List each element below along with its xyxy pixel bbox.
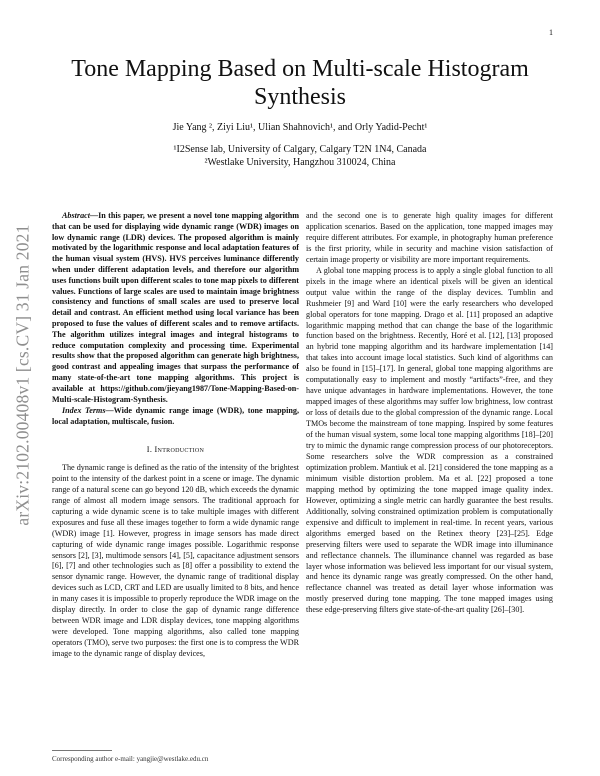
footnote: Corresponding author e-mail: yangjie@westlake.edu.cn — [52, 755, 209, 763]
index-terms-label: Index Terms — [62, 406, 106, 416]
footnote-divider — [52, 750, 112, 751]
page-number: 1 — [549, 28, 553, 37]
affiliation-2: ²Westlake University, Hangzhou 310024, China — [204, 157, 396, 168]
section-title: Introduction — [154, 444, 205, 454]
author-list: Jie Yang ², Ziyi Liu¹, Ulian Shahnovich¹, and Orly Yadid-Pecht¹ — [172, 122, 428, 133]
abstract-text: —In this paper, we present a novel tone mapping algorithm that can be used for displaying wide dynamic range (WDR) images on low dynamic range (LDR) devices. The proposed algorithm is mainly motivated by the logarithmic response and local adaptation features of the human visual system (HVS). HVS perceives luminance differently when under different adaptation levels, and therefore our algorithm uses functions built upon different scales to tone map pixels to different values. Functions of large scales are used to maintain image brightness consistency and functions of small scales are used to preserve local detail and contrast. An efficient method using local variance has been proposed to fuse the values of different scales and to remove artifacts. The algorithm utilizes integral images and integral histograms to reduce computation complexity and processing time. Experimental results show that the proposed algorithm can generate high brightness, good contrast and appealing images that surpass the performance of many state-of-the-art tone mapping algorithms. This project is available at https://github.com/jieyang1987/Tone-Mapping-Based-on-Multi-scale-Histogram-Synthesis. — [52, 211, 299, 404]
paper-title: Tone Mapping Based on Multi-scale Histogram Synthesis — [71, 56, 529, 110]
arxiv-stamp — [6, 210, 40, 540]
intro-paragraph-1: The dynamic range is defined as the ratio of the intensity of the brightest point to the intensity of the darkest point in a scene or image. The dynamic range of a natural scene can go beyond 120 dB, which exceeds the dynamic range of almost all modern image sensors. The traditional approach for capturing a wide dynamic scene is to take multiple images with different exposures and fuse all these images together to form a wide dynamic range (WDR) image [1]. However, progress in image sensors has made direct capturing of wide dynamic range images possible. Logarithmic response sensors [2], [3], multimode sensors [4], [5], capacitance adjustment sensors [6], [7] and other technologies such as [8] offer a possibility to extend the sensor dynamic range. However, the dynamic range of traditional display devices such as LCD, CRT and LED are usually limited to 8 bits, and hence in many cases it is impossible to properly reproduce the WDR image on the display directly. In order to close the gap of dynamic range difference between WDR image and LDR display devices, tone mapping algorithms were developed. Tone mapping algorithms, also called tone mapping operators (TMO), serve two purposes: the first one is to compress the WDR image to the dynamic range of display devices, — [52, 462, 299, 659]
left-column — [52, 211, 299, 660]
right-paragraph-1: and the second one is to generate high quality images for different application scenarios. Based on the application, tone mapped images may require different attributes. For example, in photography human preference is the first priority, while in security and machine vision satisfaction of certain image property or visibility are more important requirements. — [306, 211, 553, 264]
arxiv-stamp-text: arXiv:2102.00408v1 [cs.CV] 31 Jan 2021 — [12, 224, 33, 526]
index-terms — [52, 406, 299, 428]
affiliation-1: ¹I2Sense lab, University of Calgary, Calgary T2N 1N4, Canada — [173, 144, 427, 155]
section-heading — [52, 445, 299, 456]
right-column — [306, 211, 553, 616]
affiliations — [60, 143, 540, 169]
abstract — [52, 211, 299, 405]
right-paragraph-2: A global tone mapping process is to apply a single global function to all pixels in the image where an identical pixels will be given an identical output value within the range of the display devices. Tumblin and Rushmeier [9] and Ward [10] were the early researchers who developed global operators for tone mapping. Drago et al. [11] proposed an adaptive logarithmic mapping method that can change the base of the logarithmic function based on the brightness. Recently, Horé et al. [12], [13] proposed an hybrid tone mapping algorithm and its hardware implementation [14] that takes into account image local statistics. Such kind of algorithms can also be found in [15]–[17]. In general, global tone mapping algorithms are computationally easy to implement and mostly “artifacts”-free, and they have unique advantages in hardware implementations. However, the tone mapped images of these algorithms may suffer low brightness, low contrast or loss of details due to the global compression of the dynamic range. Local TMOs become the mainstream of tone mapping. Inspired by some features of the human visual system, some local tone mapping algorithms [18]–[20] try to mimic the dynamic range compression process of our photoreceptors. Some researchers solve the WDR compression as a constrained optimization problem. Mantiuk et al. [21] considered the tone mapping as a minimum visible distortion problem. Ma et al. [22] proposed a tone mapping method by optimizing the tone mapped image quality index. However, optimizing a single metric can hardly guarantee the best results. Additionally, solving constrained optimization problem is computationally expensive and difficult to implement in real-time. In recent years, various algorithms emerged based on the Retinex theory [23]–[25]. Edge preserving filters were used to separate the WDR image into illuminance and reflectance channels. The illuminance channel was regarded as base layer whose information was believed less important for our visual system, and hence its dynamic range was greatly compressed. On the other hand, reflectance channel was treated as detail layer whose information was mostly preserved during tone mapping. The tone mapped images using these edge-preserving filters give state-of-the-art quality [26]–[30]. — [306, 265, 553, 615]
section-number: I. — [146, 444, 153, 454]
abstract-label: Abstract — [62, 211, 90, 220]
index-terms-text: —Wide dynamic range image (WDR), tone mapping, local adaptation, multiscale, fusion. — [52, 406, 299, 427]
